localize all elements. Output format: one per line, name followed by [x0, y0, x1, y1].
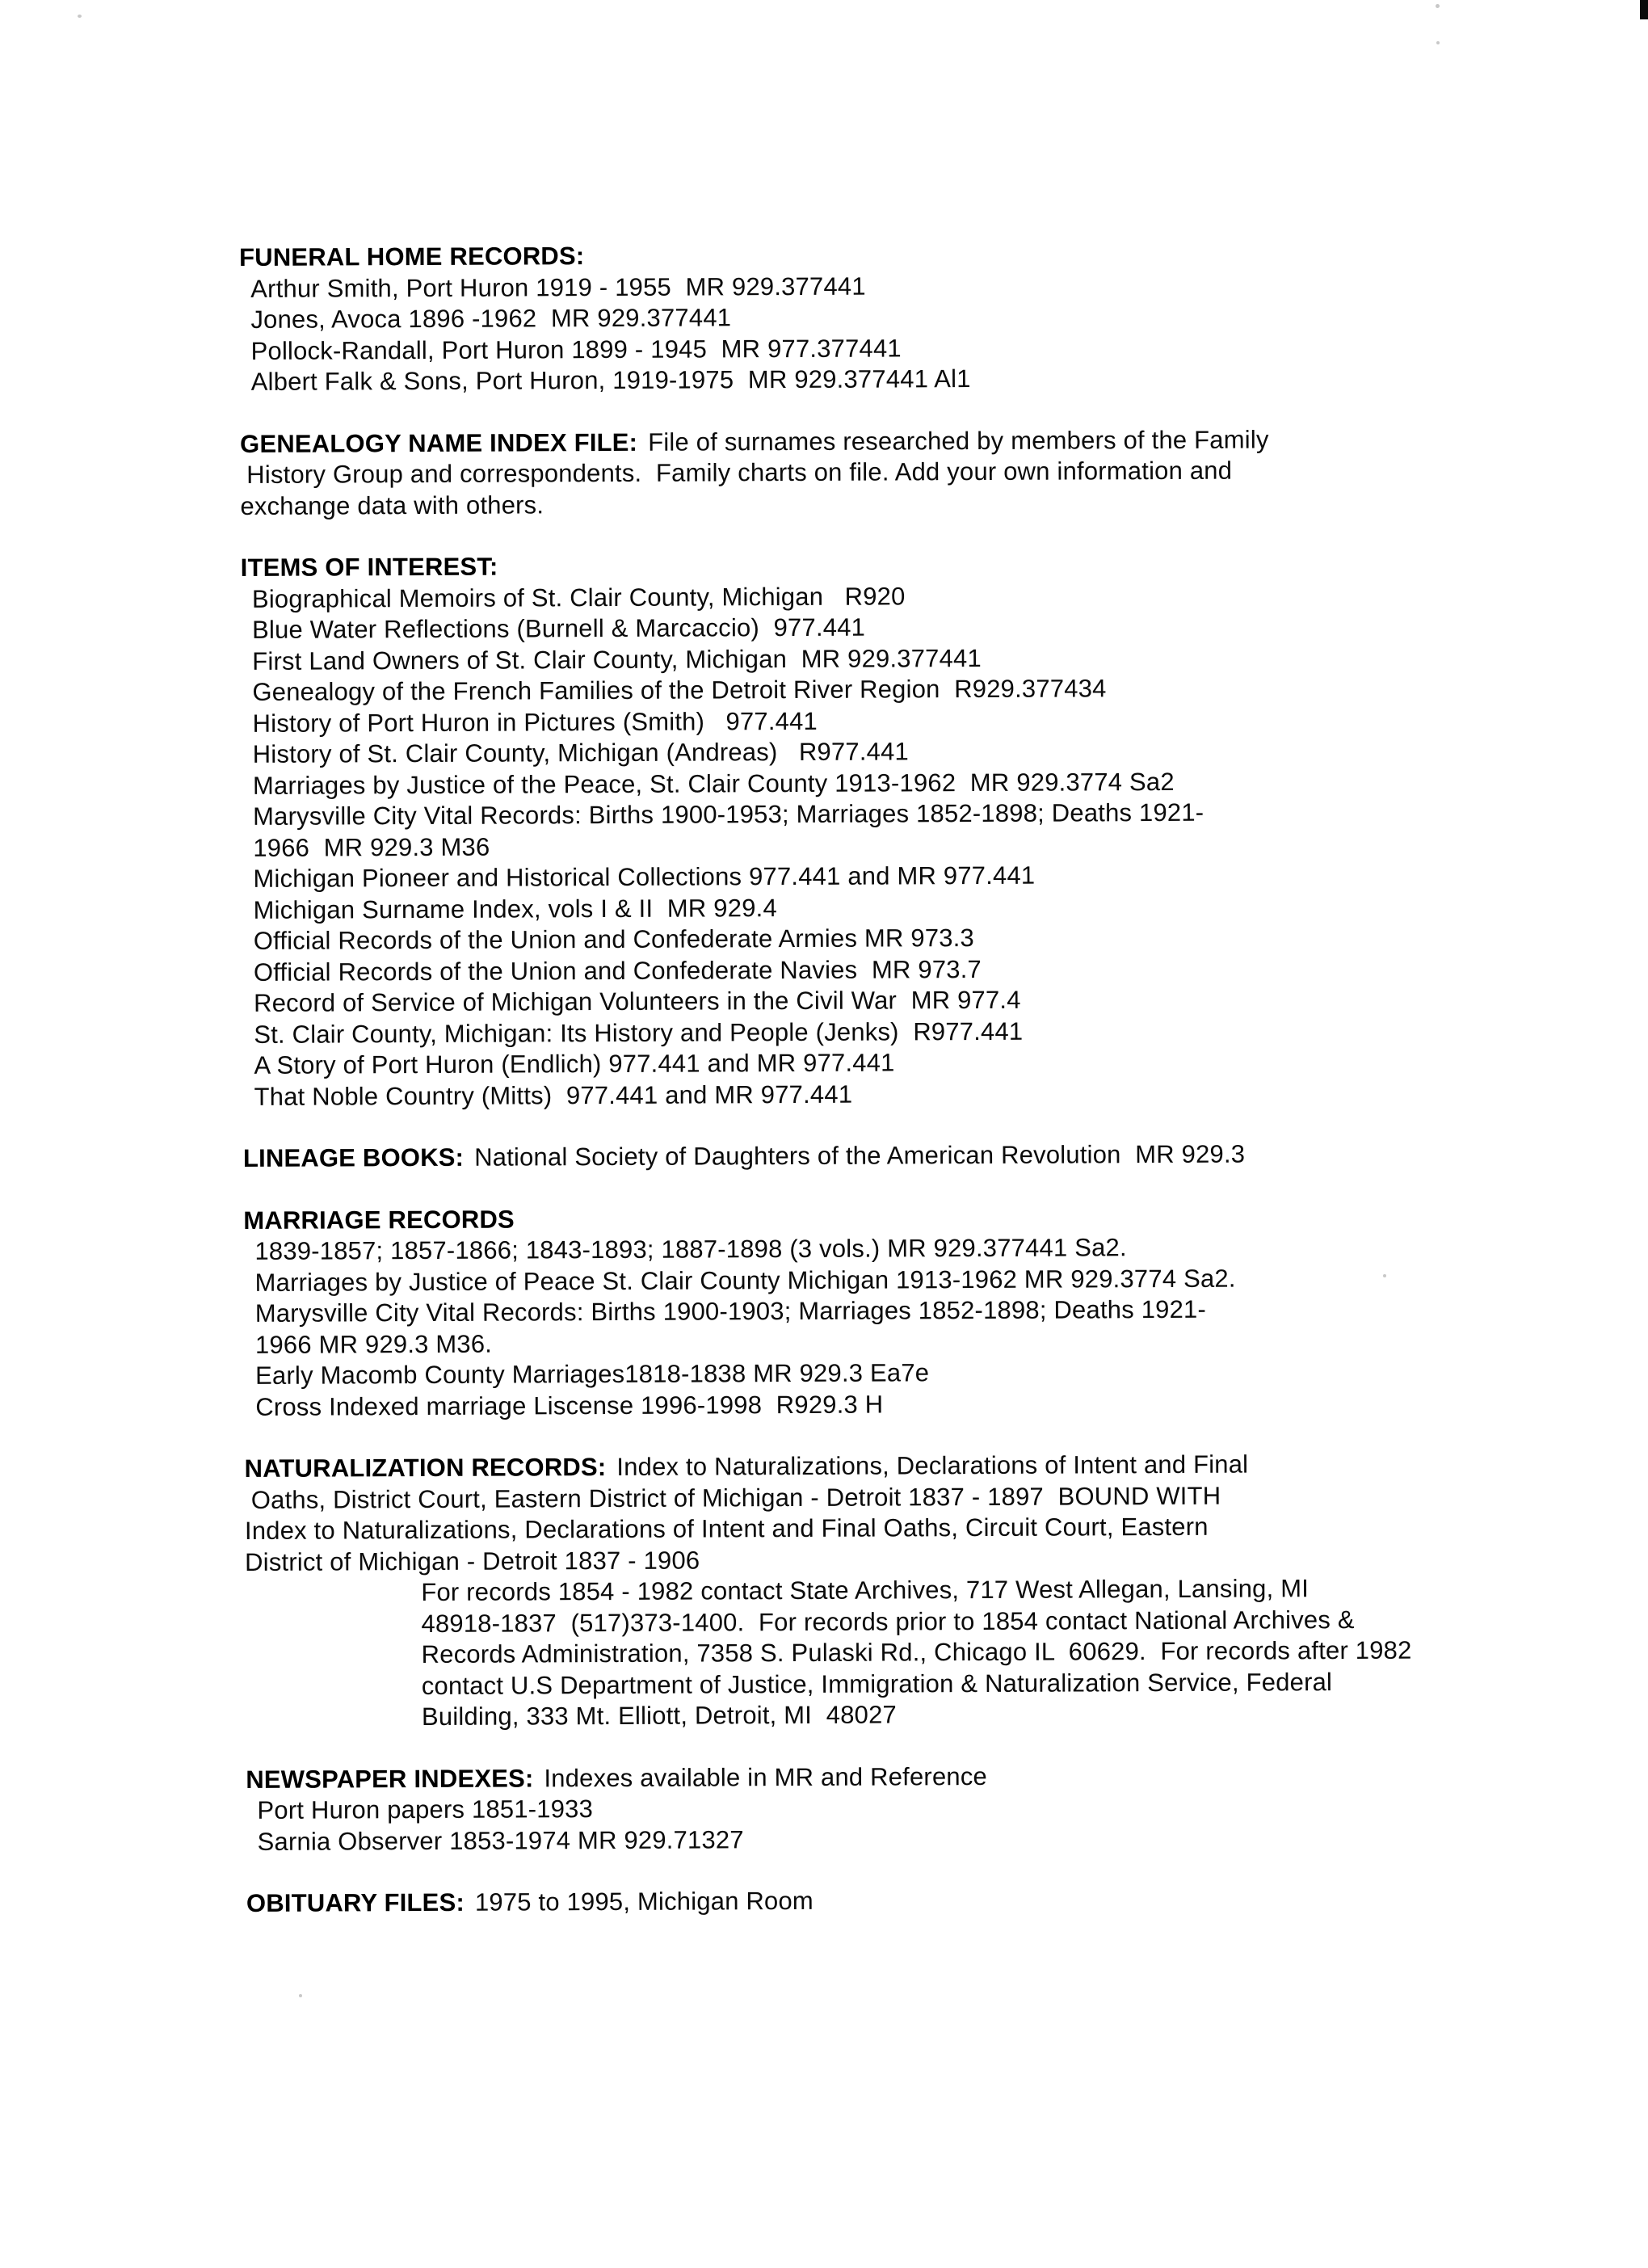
text-line: 48918-1837 (517)373-1400. For records prior to 1854 contact National Archives & — [421, 1605, 1355, 1638]
text-line: Blue Water Reflections (Burnell & Marcaccio) 977.441 — [252, 612, 866, 644]
text-line: Arthur Smith, Port Huron 1919 - 1955 MR 929.377441 — [250, 271, 866, 303]
text-line: exchange data with others. — [240, 490, 544, 520]
scan-speck — [299, 1994, 302, 1997]
section-heading-line — [241, 547, 1501, 583]
text-line: A Story of Port Huron (Endlich) 977.441 and MR 977.441 — [254, 1048, 895, 1079]
funeral-home-records-heading: FUNERAL HOME RECORDS: — [239, 242, 585, 271]
scan-edge-artifact — [1640, 0, 1648, 19]
text-line: Record of Service of Michigan Volunteers in the Civil War MR 977.4 — [254, 985, 1021, 1017]
genealogy-name-index-continuation — [240, 454, 1500, 522]
newspaper-indexes-description: Indexes available in MR and Reference — [544, 1761, 988, 1792]
text-line: Oaths, District Court, Eastern District of Michigan - Detroit 1837 - 1897 BOUND WITH — [250, 1481, 1221, 1514]
text-line: Michigan Pioneer and Historical Collections 977.441 and MR 977.441 — [253, 860, 1036, 893]
funeral-home-records-list — [239, 268, 1500, 398]
text-line: Marysville City Vital Records: Births 1900-1953; Marriages 1852-1898; Deaths 1921- — [253, 797, 1204, 831]
text-line: Biographical Memoirs of St. Clair County, Michigan R920 — [251, 581, 906, 613]
text-line: Michigan Surname Index, vols I & II MR 929.4 — [253, 893, 777, 924]
text-line: Genealogy of the French Families of the Detroit River Region R929.377434 — [252, 674, 1107, 706]
section-lineage-books — [243, 1138, 1503, 1174]
section-heading-line — [243, 1138, 1503, 1174]
newspaper-indexes-list — [246, 1790, 1506, 1858]
text-line: History of Port Huron in Pictures (Smith) 977.441 — [252, 706, 818, 738]
text-line: Marriages by Justice of Peace St. Clair County Michigan 1913-1962 MR 929.3774 Sa2. — [254, 1264, 1236, 1297]
genealogy-name-index-heading: GENEALOGY NAME INDEX FILE: — [240, 427, 638, 458]
text-line: Sarnia Observer 1853-1974 MR 929.71327 — [257, 1824, 744, 1856]
naturalization-records-continuation — [245, 1479, 1505, 1578]
section-obituary-files — [246, 1883, 1507, 1919]
section-heading-line — [245, 1448, 1505, 1484]
obituary-files-heading: OBITUARY FILES: — [246, 1887, 465, 1917]
genealogy-name-index-description: File of surnames researched by members of the Family — [648, 424, 1269, 457]
text-line: Jones, Avoca 1896 -1962 MR 929.377441 — [250, 303, 732, 334]
text-line: That Noble Country (Mitts) 977.441 and MR 977.441 — [254, 1079, 853, 1111]
scan-speck — [1436, 41, 1440, 44]
text-line: Records Administration, 7358 S. Pulaski Rd., Chicago IL 60629. For records after 1982 — [421, 1635, 1412, 1669]
text-line: Marriages by Justice of the Peace, St. Clair County 1913-1962 MR 929.3774 Sa2 — [252, 767, 1175, 800]
text-line: St. Clair County, Michigan: Its History and People (Jenks) R977.441 — [254, 1016, 1024, 1049]
naturalization-records-heading: NATURALIZATION RECORDS: — [244, 1453, 607, 1483]
naturalization-records-description: Index to Naturalizations, Declarations of Intent and Final — [616, 1450, 1249, 1481]
text-line: 1839-1857; 1857-1866; 1843-1893; 1887-1898 (3 vols.) MR 929.377441 Sa2. — [254, 1233, 1127, 1265]
marriage-records-list — [243, 1231, 1504, 1423]
text-line: 1966 MR 929.3 M36. — [254, 1329, 493, 1359]
text-line: History Group and correspondents. Family charts on file. Add your own information and — [246, 456, 1233, 489]
text-line: Building, 333 Mt. Elliott, Detroit, MI 48027 — [421, 1700, 897, 1732]
text-line: Index to Naturalizations, Declarations of Intent and Final Oaths, Circuit Court, Eastern — [244, 1512, 1209, 1545]
scan-speck — [1383, 1274, 1386, 1277]
section-heading-line — [246, 1883, 1507, 1919]
scan-speck — [78, 15, 82, 18]
text-line: Port Huron papers 1851-1933 — [257, 1795, 594, 1824]
scan-speck — [1436, 4, 1440, 8]
section-marriage-records — [243, 1200, 1504, 1423]
newspaper-indexes-heading: NEWSPAPER INDEXES: — [246, 1763, 534, 1794]
text-line: Early Macomb County Marriages1818-1838 MR 929.3 Ea7e — [255, 1358, 930, 1390]
marriage-records-heading: MARRIAGE RECORDS — [243, 1205, 515, 1235]
section-heading-line — [246, 1759, 1506, 1795]
section-newspaper-indexes — [246, 1759, 1506, 1858]
text-line: Official Records of the Union and Confederate Navies MR 973.7 — [253, 954, 982, 987]
text-line: Cross Indexed marriage Liscense 1996-1998 R929.3 H — [255, 1390, 884, 1421]
lineage-books-heading: LINEAGE BOOKS: — [242, 1142, 465, 1172]
text-line: History of St. Clair County, Michigan (Andreas) R977.441 — [252, 737, 910, 768]
items-of-interest-heading: ITEMS OF INTEREST: — [240, 552, 498, 582]
text-line: Marysville City Vital Records: Births 1900-1903; Marriages 1852-1898; Deaths 1921- — [254, 1294, 1207, 1328]
text-line: District of Michigan - Detroit 1837 - 1906 — [245, 1546, 700, 1576]
section-heading-line — [240, 423, 1500, 460]
text-line: For records 1854 - 1982 contact State Archives, 717 West Allegan, Lansing, MI — [421, 1574, 1310, 1607]
section-funeral-home-records — [239, 237, 1500, 398]
text-line: Official Records of the Union and Confederate Armies MR 973.3 — [253, 924, 974, 955]
text-line: Pollock-Randall, Port Huron 1899 - 1945 MR 977.377441 — [250, 333, 902, 365]
obituary-files-description: 1975 to 1995, Michigan Room — [474, 1886, 813, 1917]
text-line: contact U.S Department of Justice, Immigration & Naturalization Service, Federal — [421, 1667, 1333, 1700]
section-naturalization-records — [245, 1448, 1506, 1733]
text-line: First Land Owners of St. Clair County, Michigan MR 929.377441 — [252, 643, 982, 675]
text-line: 1966 MR 929.3 M36 — [253, 832, 490, 862]
section-genealogy-name-index-file — [240, 423, 1500, 522]
naturalization-contact-info — [245, 1572, 1506, 1733]
section-items-of-interest — [241, 547, 1503, 1113]
document-content — [239, 237, 1507, 1950]
items-of-interest-list — [241, 579, 1503, 1113]
section-heading-line — [243, 1200, 1503, 1236]
lineage-books-description: National Society of Daughters of the American Revolution MR 929.3 — [474, 1139, 1246, 1172]
section-heading-line — [239, 237, 1499, 273]
text-line: Albert Falk & Sons, Port Huron, 1919-1975 MR 929.377441 Al1 — [250, 364, 971, 396]
